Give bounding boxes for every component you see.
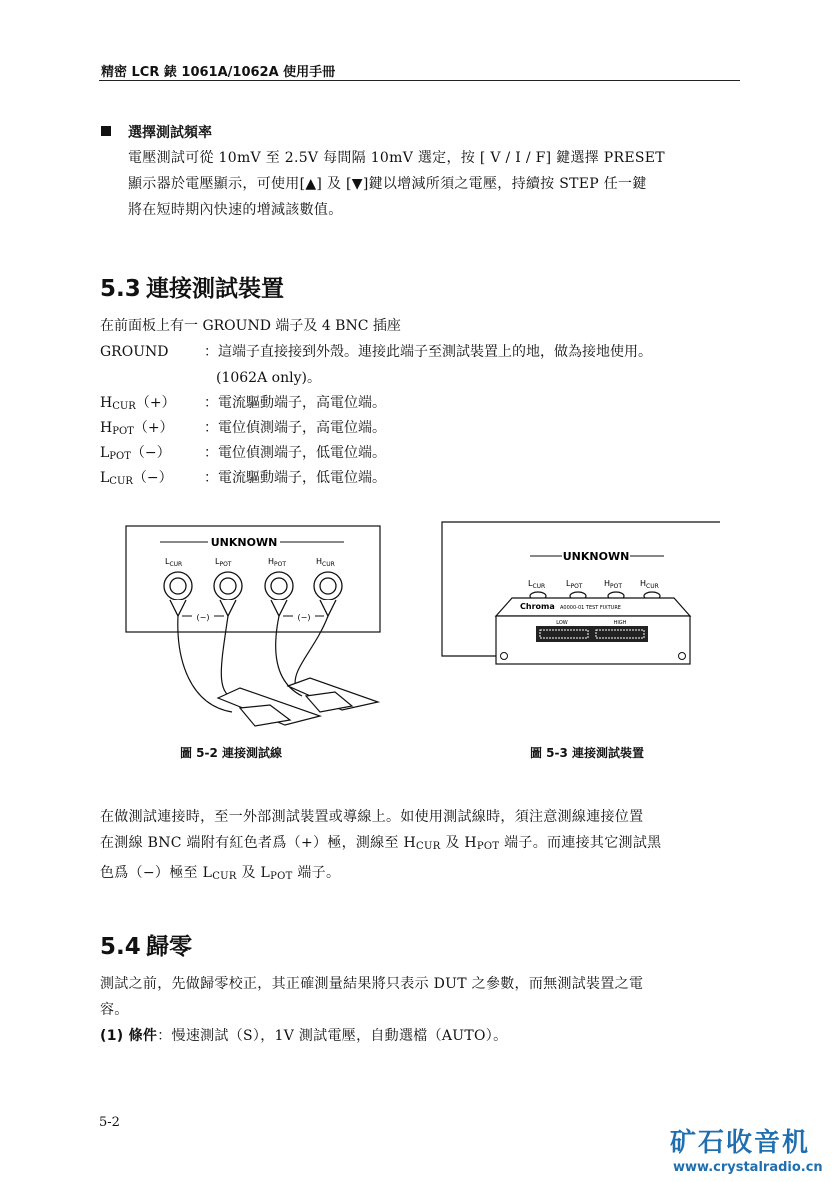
watermark-logo: 矿石收音机 (670, 1128, 811, 1158)
test-leads-diagram (120, 520, 385, 735)
bnc-connectors (164, 572, 342, 616)
alligator-clips (218, 678, 378, 726)
freq-line-2: 顯示器於電壓顯示，可使用[▲] 及 [▼]鍵以增減所須之電壓，持續按 STEP 任一鍵 (128, 176, 647, 192)
fixture-contact-strip (536, 626, 648, 642)
watermark-url: www.crystalradio.cn (673, 1160, 823, 1175)
shield-sign-label: (−) (196, 613, 210, 622)
svg-text:LPOT: $L_{POT}$ (566, 579, 583, 590)
connector-labels (528, 579, 659, 590)
ground-row (100, 340, 740, 365)
section-5-4-heading (100, 928, 192, 961)
section-title: 歸零 (146, 934, 192, 960)
section-5-3-heading (100, 270, 284, 303)
connect-paragraph: 在做測試連接時，至一外部測試裝置或導線上。如使用測試線時，須注意測線連接位置 在測線 BNC 端附有紅色者爲（+）極，測線至 $H_{CUR}$ 及 $H_{POT}$ 端子。而連接其它測試黑 色爲（−）極至 $L_{CUR}$ 及 $L_{POT}$ 端子。 (100, 809, 662, 882)
svg-text:LPOT: $L_{POT}$ (215, 557, 232, 568)
test-fixture-diagram (438, 518, 723, 670)
svg-text:HCUR: $H_{CUR}$ (316, 557, 335, 568)
figure-caption: 圖 5-3 連接測試裝置 (530, 746, 645, 760)
zero-paragraph: 測試之前，先做歸零校正，其正確測量結果將只表示 DUT 之參數，而無測試裝置之電 容。 (1) 條件：慢速測試（S），1V 測試電壓，自動選檔（AUTO）。 (100, 976, 644, 1044)
connector-labels (165, 557, 335, 568)
unknown-label: UNKNOWN (210, 536, 278, 549)
figure-caption: 圖 5-2 連接測試線 (180, 746, 283, 760)
svg-text:LCUR: $L_{CUR}$ (165, 557, 183, 568)
section-title: 連接測試裝置 (146, 276, 284, 302)
term-desc: ：這端子直接接到外殼。連接此端子至測試裝置上的地，做為接地使用。 (204, 344, 652, 360)
unknown-label: UNKNOWN (562, 550, 630, 563)
svg-text:HPOT: $H_{POT}$ (604, 579, 623, 590)
freq-line-1: 電壓測試可從 10mV 至 2.5V 每間隔 10mV 選定，按 [ V / I / F] 鍵選擇 PRESET (128, 150, 665, 166)
svg-text:HCUR: $H_{CUR}$ (640, 579, 659, 590)
intro-line: 在前面板上有一 GROUND 端子及 4 BNC 插座 (100, 318, 401, 334)
bullet-square-icon (101, 126, 111, 136)
svg-text:LCUR: $L_{CUR}$ (528, 579, 546, 590)
running-header: 精密 LCR 錶 1061A/1062A 使用手冊 (101, 65, 336, 80)
ground-note: (1062A only)。 (216, 370, 321, 386)
svg-text:HPOT: $H_{POT}$ (268, 557, 287, 568)
freq-line-3: 將在短時期內快速的增減該數值。 (128, 202, 343, 218)
section-number: 5.3 (100, 276, 141, 302)
fixture-low-label: LOW (556, 620, 568, 626)
shield-sign-label: (−) (297, 613, 311, 622)
terminal-row: $H_{POT}(+)$ ：電位偵測端子，高電位端。 (100, 420, 386, 437)
fixture-brand: Chroma (520, 602, 555, 611)
terminal-row: $L_{CUR}(-)$ ：電流驅動端子，低電位端。 (100, 470, 386, 487)
section-number: 5.4 (100, 934, 141, 960)
term-name: GROUND (100, 344, 169, 360)
fixture-model-label: A0000-01 TEST FIXTURE (560, 605, 621, 611)
terminal-row: $H_{CUR}(+)$ ：電流驅動端子，高電位端。 (100, 395, 386, 412)
fixture-high-label: HIGH (613, 620, 627, 626)
terminal-row: $L_{POT}(-)$ ：電位偵測端子，低電位端。 (100, 445, 386, 462)
page-number: 5-2 (99, 1115, 120, 1130)
header-rule (99, 80, 740, 81)
condition-label: (1) 條件 (100, 1028, 158, 1044)
subsection-heading: 選擇測試頻率 (128, 125, 212, 141)
freq-paragraph (128, 145, 665, 223)
